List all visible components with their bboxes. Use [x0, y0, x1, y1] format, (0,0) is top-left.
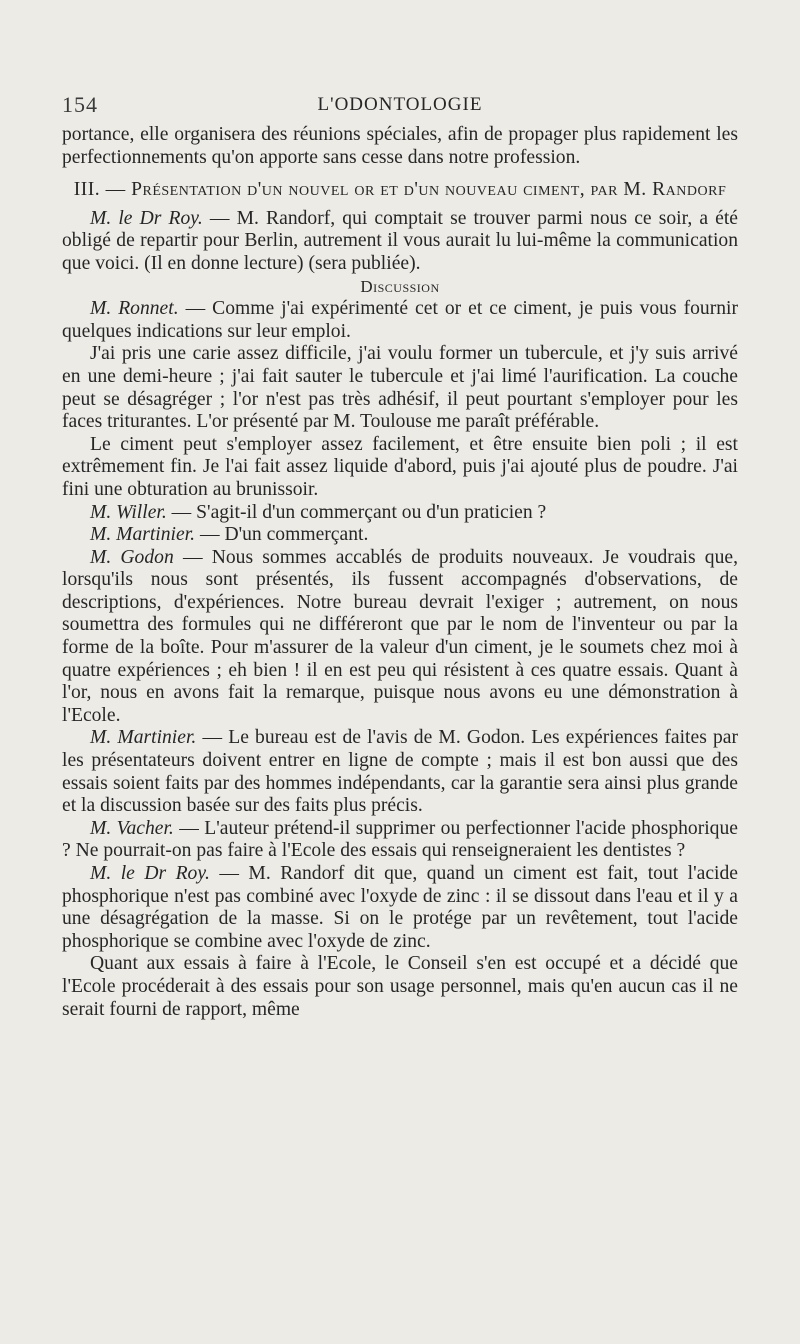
speaker-name: M. Martinier. — [90, 727, 197, 749]
paragraph-roy-1: M. le Dr Roy. — M. Randorf, qui comptait se trouver parmi nous ce soir, a été obligé de repartir pour Berlin, autrement il vous aurait lu lui-même la communication que voici. (Il en donne lecture) (sera publiée). — [62, 207, 738, 274]
running-head — [62, 92, 738, 116]
paragraph-vacher: M. Vacher. — L'auteur prétend-il supprimer ou perfectionner l'acide phosphorique ? Ne pourrait-on pas faire à l'Ecole des essais qui renseigneraient les dentistes ? — [62, 817, 738, 862]
section-heading: III. — Présentation d'un nouvel or et d'un nouveau ciment, par M. Randorf — [73, 179, 727, 201]
discussion-heading: Discussion — [360, 276, 440, 296]
speaker-name: M. le Dr Roy. — [90, 863, 210, 884]
body-text — [62, 124, 738, 1021]
journal-title: L'ODONTOLOGIE — [317, 94, 483, 115]
paragraph-essais: Quant aux essais à faire à l'Ecole, le Conseil s'en est occupé et a décidé que l'Ecole procéderait à des essais pour son usage personnel, mais qu'en aucun cas il ne serait fourni de rapport, même — [62, 953, 738, 1020]
paragraph-roy-2: M. le Dr Roy. — M. Randorf dit que, quand un ciment est fait, tout l'acide phosphorique n'est pas combiné avec l'oxyde de zinc : il se dissout dans l'eau et il y a une désagrégation de la masse. Si on le protége par un revêtement, tout l'acide phosphorique se combine avec l'oxyde de zinc. — [62, 863, 738, 952]
page-number: 154 — [62, 92, 98, 117]
speaker-name: M. Godon — [90, 546, 174, 568]
paragraph-carie: J'ai pris une carie assez difficile, j'ai voulu former un tubercule, et j'y suis arrivé en une demi-heure ; j'ai fait sauter le tubercule et j'ai limé l'aurification. La couche peut se désagréger ; l'or n'est pas très adhésif, il peut pourtant s'employer pour les faces triturantes. L'or présenté par M. Toulouse me paraît préférable. — [62, 343, 738, 433]
speaker-name: M. Ronnet. — [90, 298, 179, 320]
paragraph-martinier-2: M. Martinier. — Le bureau est de l'avis de M. Godon. Les expériences faites par les présentateurs doivent entrer en ligne de compte ; mais il est bon aussi que des essais soient faits par des hommes indépendants, car la garantie sera ainsi plus grande et la discussion basée sur des faits plus précis. — [62, 727, 738, 817]
speaker-name: M. le Dr Roy. — [90, 207, 203, 229]
paragraph-ronnet: M. Ronnet. — Comme j'ai expérimenté cet or et ce ciment, je puis vous fournir quelques indications sur leur emploi. — [62, 298, 738, 342]
paragraph-godon: M. Godon — Nous sommes accablés de produits nouveaux. Je voudrais que, lorsqu'ils nous sont présentés, ils fussent accompagnés d'observations, de descriptions, d'expériences. Notre bureau devrait l'exiger ; autrement, on nous soumettra des formules qui ne différeront que par le nom de l'inventeur ou par la forme de la boîte. Pour m'assurer de la valeur d'un ciment, je le soumets chez moi à quatre expériences ; eh bien ! il en est peu qui résistent à ces quatre essais. Quant à l'or, nous en avons fait la remarque, puisque nous avons eu une démonstration à l'Ecole. — [62, 546, 738, 726]
paragraph-martinier-1: M. Martinier. — D'un commerçant. — [90, 524, 369, 546]
speaker-name: M. Willer. — [90, 501, 167, 523]
paragraph-continuation: portance, elle organisera des réunions spéciales, afin de propager plus rapidement les perfectionnements qu'on apporte sans cesse dans notre profession. — [62, 124, 738, 168]
speaker-name: M. Martinier. — [90, 524, 196, 546]
paragraph-willer: M. Willer. — S'agit-il d'un commerçant ou d'un praticien ? — [90, 501, 547, 523]
paragraph-ciment: Le ciment peut s'employer assez facilement, et être ensuite bien poli ; il est extrêmement fin. Je l'ai fait assez liquide d'abord, puis j'ai ajouté plus de poudre. J'ai fini une obturation au brunissoir. — [62, 433, 738, 500]
speaker-name: M. Vacher. — [90, 817, 174, 839]
